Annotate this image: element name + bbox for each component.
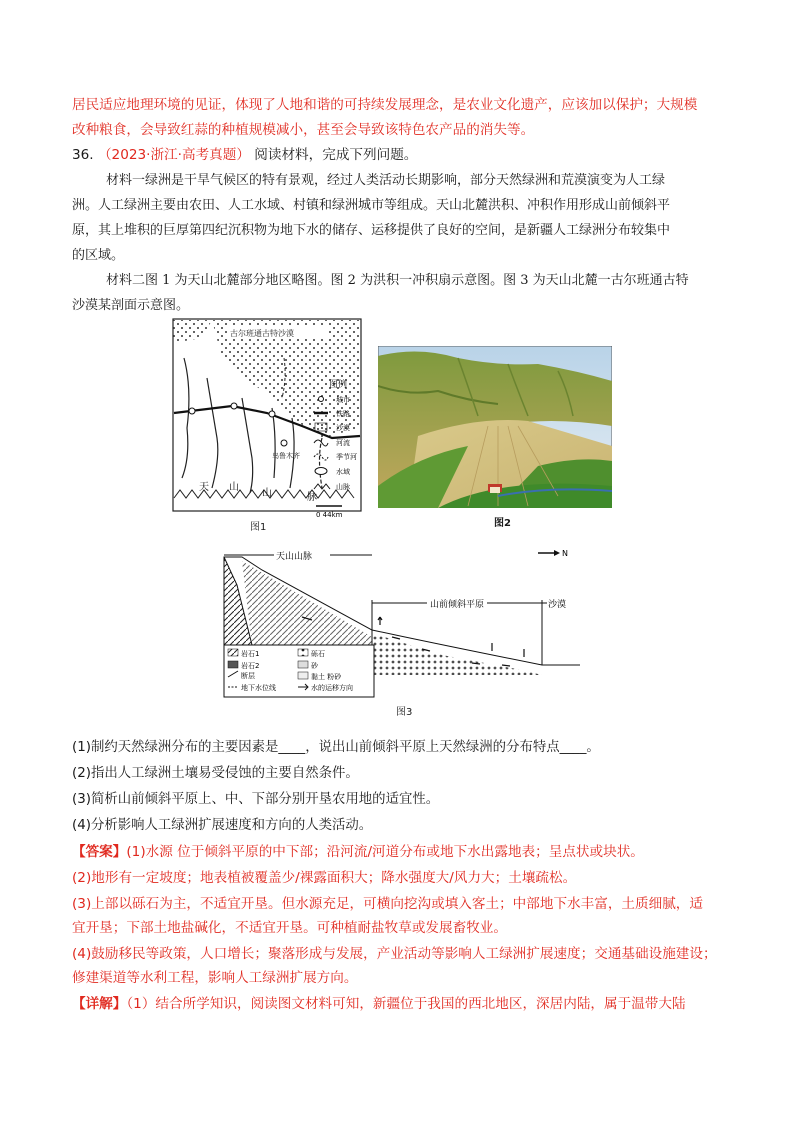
question-instruction: 阅读材料，完成下列问题。 — [254, 147, 418, 163]
fig1-legend-railway: 铁路 — [336, 410, 350, 418]
material2-line-2: 沙漠某剖面示意图。 — [72, 298, 190, 313]
fig3-legend-rock2: 岩石2 — [241, 662, 260, 670]
detail-label: 【详解】 — [72, 996, 127, 1012]
figure1-legend — [312, 375, 372, 520]
figure3-profile — [222, 545, 582, 700]
fig1-legend-river: 河流 — [336, 439, 350, 447]
fig3-plain-label: 山前倾斜平原 — [430, 600, 485, 610]
sub-question-2: (2)指出人工绿洲土壤易受侵蚀的主要自然条件。 — [72, 766, 359, 781]
fig1-desert-label: 古尔班通古特沙漠 — [230, 329, 294, 338]
figure2-illustration — [378, 346, 612, 508]
fig1-mountain-char-1: 天 — [199, 482, 209, 493]
prev-answer-line-2: 改种粮食，会导致红蒜的种植规模减小，甚至会导致该特色农产品的消失等。 — [72, 122, 535, 138]
fig1-legend-title: 图例 — [329, 380, 348, 390]
fig1-legend-desert: 沙漠 — [336, 424, 350, 432]
material1-line-1: 材料一绿洲是干旱气候区的特有景观，经过人类活动长期影响，部分天然绿洲和荒漠演变为人工绿 — [106, 173, 666, 188]
answer-line-6: 修建渠道等水利工程，影响人工绿洲扩展方向。 — [72, 970, 358, 986]
sub-question-3: (3)简析山前倾斜平原上、中、下部分别开垦农用地的适宜性。 — [72, 792, 440, 807]
answer-label: 【答案】 — [72, 844, 127, 860]
fig3-desert-label: 沙漠 — [548, 600, 567, 610]
fig1-mountain-char-2: 山 — [229, 482, 239, 493]
answer-line-4: 宜开垦；下部土地盐碱化，不适宜开垦。可种植耐盐牧草或发展畜牧业。 — [72, 920, 507, 936]
fig1-legend-seasonal-river: 季节河 — [336, 453, 357, 461]
fig3-top-label: 天山山脉 — [276, 552, 313, 562]
fig3-legend-water-table: 地下水位线 — [241, 684, 276, 692]
material2-line-1: 材料二图 1 为天山北麓部分地区略图。图 2 为洪积一冲积扇示意图。图 3 为天山北麓一古尔班通古特 — [106, 273, 689, 288]
detail-text: （1）结合所学知识，阅读图文材料可知，新疆位于我国的西北地区，深居内陆，属于温带大陆 — [126, 996, 686, 1012]
fig3-legend-sand: 砂 — [311, 662, 318, 670]
sub-question-1: (1)制约天然绿洲分布的主要因素是____，说出山前倾斜平原上天然绿洲的分布特点____。 — [72, 740, 600, 755]
material1-line-2: 洲。人工绿洲主要由农田、人工水域、村镇和绿洲城市等组成。天山北麓洪积、冲积作用形成山前倾斜平 — [72, 198, 671, 213]
fig3-legend-gravel: 砾石 — [311, 650, 325, 658]
answer-text-1: (1)水源 位于倾斜平原的中下部；沿河流/河道分布或地下水出露地表；呈点状或块状。 — [126, 844, 644, 860]
fig1-scale: 0 44km — [316, 511, 343, 519]
fig1-mountain-char-4: 脉 — [307, 492, 317, 503]
fig3-legend-clay: 黏土 粉砂 — [311, 673, 342, 681]
answer-line-1 — [72, 842, 732, 862]
material1-line-4: 的区域。 — [72, 248, 125, 263]
fig1-legend-city: 城市 — [336, 396, 350, 404]
question-number: 36. — [72, 147, 94, 163]
fig3-legend-water-flow: 水的运移方向 — [311, 684, 353, 692]
fig1-legend-water: 水域 — [336, 468, 350, 476]
answer-line-5: (4)鼓励移民等政策，人口增长；聚落形成与发展，产业活动等影响人工绿洲扩展速度；交通基础设施建设； — [72, 946, 717, 962]
prev-answer-line-1: 居民适应地理环境的见证，体现了人地和谐的可持续发展理念，是农业文化遗产，应该加以保护；大规模 — [72, 97, 698, 113]
sub-question-4: (4)分析影响人工绿洲扩展速度和方向的人类活动。 — [72, 818, 373, 833]
answer-line-3: (3)上部以砾石为主，不适宜开垦。但水源充足，可横向挖沟或填入客土；中部地下水丰富，土质细腻，适 — [72, 896, 703, 912]
fig3-legend-rock1: 岩石1 — [241, 650, 260, 658]
question-header — [72, 145, 732, 165]
figure1-caption: 图1 — [250, 522, 267, 533]
material1-line-3: 原，其上堆积的巨厚第四纪沉积物为地下水的储存、运移提供了良好的空间，是新疆人工绿洲分布较集中 — [72, 223, 671, 238]
figure2-caption: 图2 — [494, 518, 511, 529]
question-source: （2023·浙江·高考真题） — [97, 147, 250, 163]
fig1-city-label: 乌鲁木齐 — [272, 452, 300, 460]
fig3-north: N — [562, 549, 568, 558]
fig1-legend-mountain: 山脉 — [336, 483, 350, 491]
answer-line-2: (2)地形有一定坡度；地表植被覆盖少/裸露面积大；降水强度大/风力大；土壤疏松。 — [72, 870, 577, 886]
fig3-legend-fault: 断层 — [241, 672, 255, 680]
detail-line-1 — [72, 994, 732, 1014]
fig1-mountain-char-3: 山 — [262, 488, 272, 499]
figure3-caption: 图3 — [396, 707, 413, 718]
